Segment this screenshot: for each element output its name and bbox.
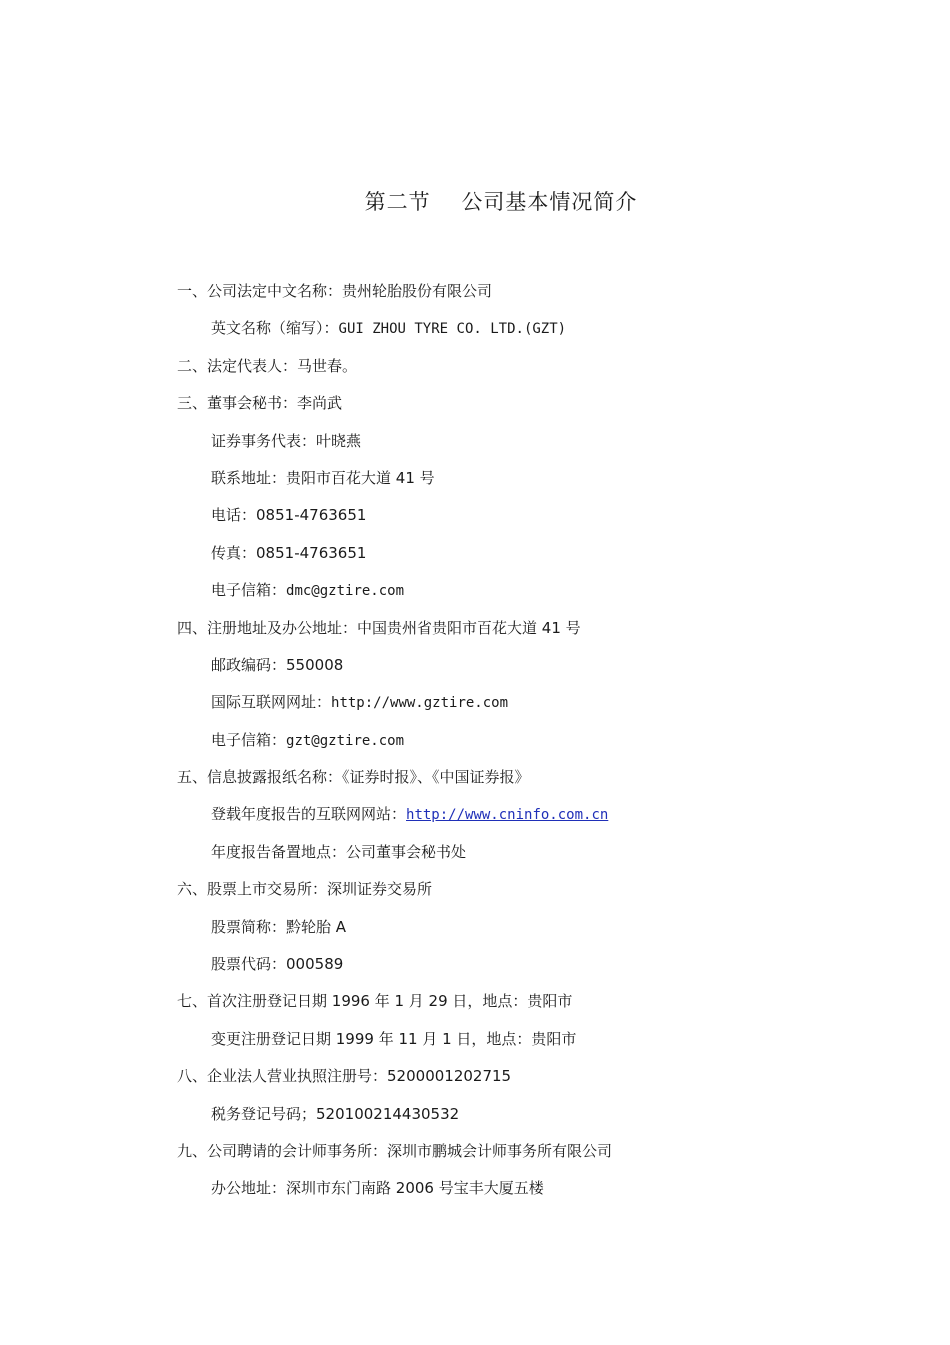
item-label: 登载年度报告的互联网网站：: [211, 805, 407, 824]
item-label: 邮政编码：: [211, 655, 287, 674]
item-label: 五、信息披露报纸名称：: [177, 768, 343, 787]
item-stock-code: [177, 950, 612, 987]
item-value: 叶晓燕: [316, 431, 362, 450]
item-fax: [177, 539, 612, 576]
item-value: 贵州轮胎股份有限公司: [342, 282, 493, 300]
item-value: 5200001202715: [387, 1067, 512, 1086]
item-value: 《证券时报》、《中国证券报》: [342, 768, 530, 787]
item-label: 变更注册登记日期 1999 年 11 月 1 日，地点：: [211, 1029, 532, 1048]
item-accounting-firm: [177, 1137, 612, 1174]
item-label: 国际互联网网址：: [211, 693, 332, 712]
item-value: 深圳证券交易所: [327, 880, 433, 899]
item-value: GUI ZHOU TYRE CO. LTD.(GZT): [338, 321, 567, 338]
item-label: 股票代码：: [211, 955, 287, 974]
item-label: 一、公司法定中文名称：: [177, 282, 343, 300]
item-registered-address: [177, 614, 612, 651]
item-label: 二、法定代表人：: [177, 356, 298, 375]
item-english-name: [177, 314, 612, 351]
item-label: 电子信箱：: [211, 581, 287, 600]
item-value: 0851-4763651: [256, 543, 367, 562]
item-label: 传真：: [211, 543, 257, 562]
item-value: gzt@gztire.com: [286, 732, 405, 749]
item-value: 550008: [286, 655, 344, 674]
item-value: 马世春。: [297, 356, 358, 375]
item-label: 三、董事会秘书：: [177, 394, 298, 413]
item-value: 李尚武: [297, 394, 343, 413]
item-website: [177, 688, 612, 725]
item-email-company: [177, 726, 612, 763]
item-chinese-name: [177, 277, 612, 314]
item-value: dmc@gztire.com: [286, 583, 405, 600]
item-office-address: [177, 1174, 612, 1211]
item-postal-code: [177, 651, 612, 688]
item-disclosure-newspapers: [177, 763, 612, 800]
item-label: 四、注册地址及办公地址：: [177, 618, 358, 637]
item-phone: [177, 501, 612, 538]
item-value: 公司董事会秘书处: [346, 842, 467, 861]
item-label: 办公地址：: [211, 1179, 287, 1198]
item-email-secretary: [177, 576, 612, 613]
item-value: 中国贵州省贵阳市百花大道 41 号: [357, 618, 581, 637]
item-stock-exchange: [177, 875, 612, 912]
item-board-secretary: [177, 389, 612, 426]
item-label: 股票简称：: [211, 917, 287, 936]
item-report-website: [177, 800, 612, 837]
item-legal-representative: [177, 352, 612, 389]
item-label: 英文名称（缩写）：: [211, 319, 339, 338]
item-label: 税务登记号码；: [211, 1104, 317, 1123]
item-value: 贵阳市: [531, 1029, 577, 1048]
item-tax-registration: [177, 1100, 612, 1137]
item-label: 八、企业法人营业执照注册号：: [177, 1067, 388, 1086]
section-title: 第二节 公司基本情况简介: [364, 190, 638, 214]
item-label: 联系地址：: [211, 468, 287, 487]
item-label: 六、股票上市交易所：: [177, 880, 328, 899]
item-contact-address: [177, 464, 612, 501]
item-first-registration: [177, 987, 612, 1024]
item-value: 000589: [286, 955, 344, 974]
item-value: http://www.gztire.com: [331, 695, 509, 712]
item-label: 九、公司聘请的会计师事务所：: [177, 1141, 388, 1160]
item-change-registration: [177, 1025, 612, 1062]
item-value: 贵阳市: [527, 992, 573, 1011]
item-stock-abbreviation: [177, 913, 612, 950]
item-label: 七、首次注册登记日期 1996 年 1 月 29 日，地点：: [177, 992, 528, 1011]
item-label: 电子信箱：: [211, 730, 287, 749]
item-report-location: [177, 838, 612, 875]
item-value: 深圳市鹏城会计师事务所有限公司: [387, 1141, 613, 1160]
item-label: 年度报告备置地点：: [211, 842, 347, 861]
company-profile: [177, 277, 612, 1212]
item-business-license: [177, 1062, 612, 1099]
item-value: 黔轮胎 A: [286, 917, 347, 936]
item-securities-representative: [177, 427, 612, 464]
item-value: 520100214430532: [316, 1104, 460, 1123]
item-label: 电话：: [211, 506, 257, 525]
item-value: 深圳市东门南路 2006 号宝丰大厦五楼: [286, 1179, 544, 1198]
item-value: 贵阳市百花大道 41 号: [286, 468, 435, 487]
cninfo-link[interactable]: http://www.cninfo.com.cn: [406, 807, 609, 824]
item-label: 证券事务代表：: [211, 431, 317, 450]
item-value: 0851-4763651: [256, 506, 367, 525]
